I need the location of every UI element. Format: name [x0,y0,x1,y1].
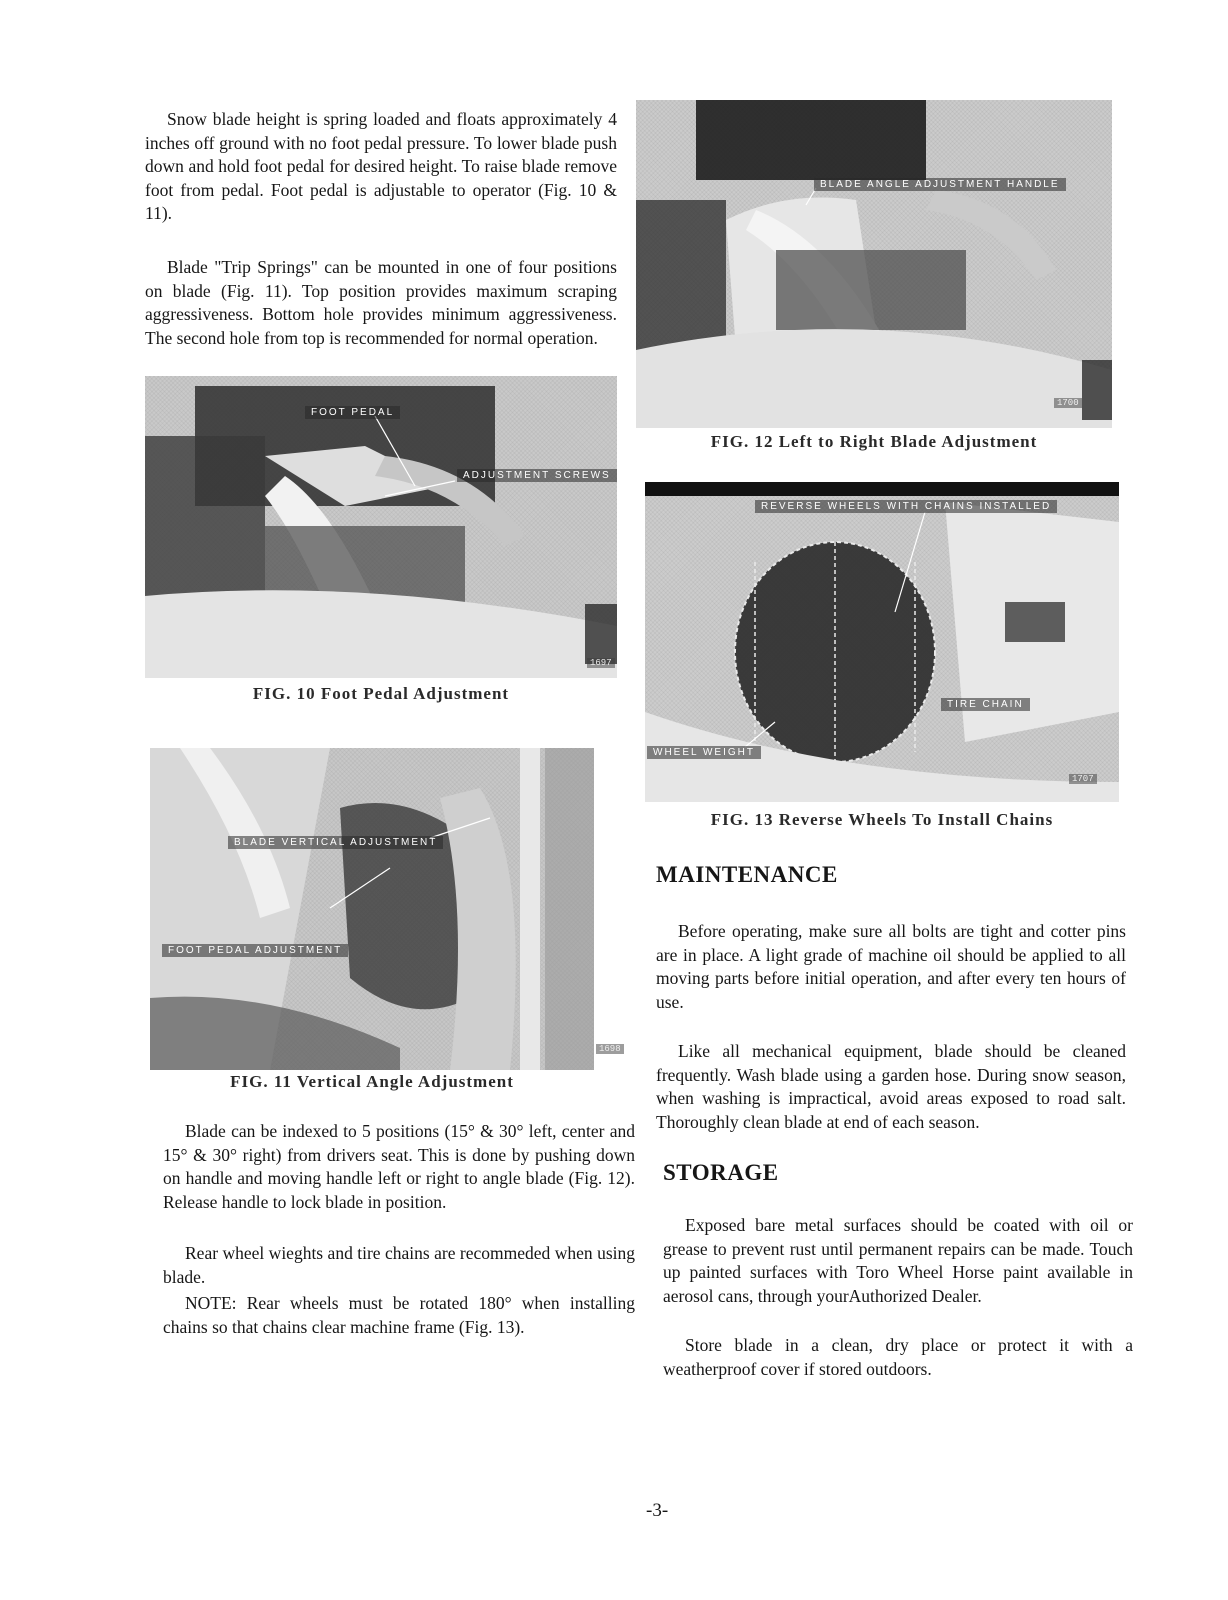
fig13-caption: FIG. 13 Reverse Wheels To Install Chains [710,810,1054,829]
fig12-photo [636,100,1112,428]
fig12-photo-illustration [636,100,1112,428]
fig12-caption: FIG. 12 Left to Right Blade Adjustment [710,432,1038,451]
fig10-label-foot-pedal: FOOT PEDAL [305,406,400,419]
fig13-photo [645,482,1119,802]
storage-heading: STORAGE [663,1160,779,1185]
fig11-caption: FIG. 11 Vertical Angle Adjustment [230,1072,514,1091]
fig13-label-tire-chain: TIRE CHAIN [941,698,1030,711]
blade-index-paragraph: Blade can be indexed to 5 positions (15° & 30° left, center and 15° & 30° right) from drivers seat. This is done by pushing down on handle and moving handle left or right to angle blade (Fig. 12). Release handle to lock blade in position. [163,1121,635,1212]
maintenance-paragraph-2: Like all mechanical equipment, blade should be cleaned frequently. Wash blade using a garden hose. During snow season, when washing is impractical, avoid areas exposed to road salt. Thoroughly clean blade at end of each season. [656,1041,1126,1132]
maintenance-paragraph-1: Before operating, make sure all bolts are tight and cotter pins are in place. A light grade of machine oil should be applied to all moving parts before initial operation, and after every ten hours of use. [656,921,1126,1012]
fig13-label-wheel-weight: WHEEL WEIGHT [647,746,761,759]
maintenance-heading: MAINTENANCE [656,862,838,887]
fig11-photo-number: 1698 [596,1044,624,1054]
fig11-label-foot-pedal-adjustment: FOOT PEDAL ADJUSTMENT [162,944,348,957]
fig10-photo-illustration [145,376,617,678]
fig10-photo-number: 1697 [587,658,615,668]
note-paragraph: NOTE: Rear wheels must be rotated 180° when installing chains so that chains clear machine frame (Fig. 13). [163,1293,635,1337]
intro-paragraph: Snow blade height is spring loaded and floats approximately 4 inches off ground with no foot pedal pressure. To lower blade push down and hold foot pedal for desired height. To raise blade remove foot from pedal. Foot pedal is adjustable to operator (Fig. 10 & 11). [145,109,617,223]
fig10-photo [145,376,617,678]
storage-paragraph-2: Store blade in a clean, dry place or protect it with a weatherproof cover if stored outdoors. [663,1335,1133,1379]
page-number: -3- [646,1500,669,1521]
storage-paragraph-1: Exposed bare metal surfaces should be coated with oil or grease to prevent rust until permanent repairs can be made. Touch up painted surfaces with Toro Wheel Horse paint available in aerosol cans, through yourAuthorized Dealer. [663,1215,1133,1306]
fig10-label-adjustment-screws: ADJUSTMENT SCREWS [457,469,617,482]
fig13-label-reverse-wheels: REVERSE WHEELS WITH CHAINS INSTALLED [755,500,1057,513]
trip-springs-paragraph: Blade "Trip Springs" can be mounted in one of four positions on blade (Fig. 11). Top position provides maximum scraping aggressiveness. Bottom hole provides minimum aggressiveness. The second hole from top is recommended for normal operation. [145,257,617,348]
fig10-caption: FIG. 10 Foot Pedal Adjustment [252,684,510,703]
wheel-weights-paragraph: Rear wheel wieghts and tire chains are recommeded when using blade. [163,1243,635,1287]
fig13-photo-number: 1707 [1069,774,1097,784]
fig11-photo-illustration [150,748,594,1070]
fig12-label-blade-angle-handle: BLADE ANGLE ADJUSTMENT HANDLE [814,178,1066,191]
fig11-label-blade-vertical: BLADE VERTICAL ADJUSTMENT [228,836,443,849]
fig12-photo-number: 1700 [1054,398,1082,408]
fig11-photo [150,748,621,1070]
